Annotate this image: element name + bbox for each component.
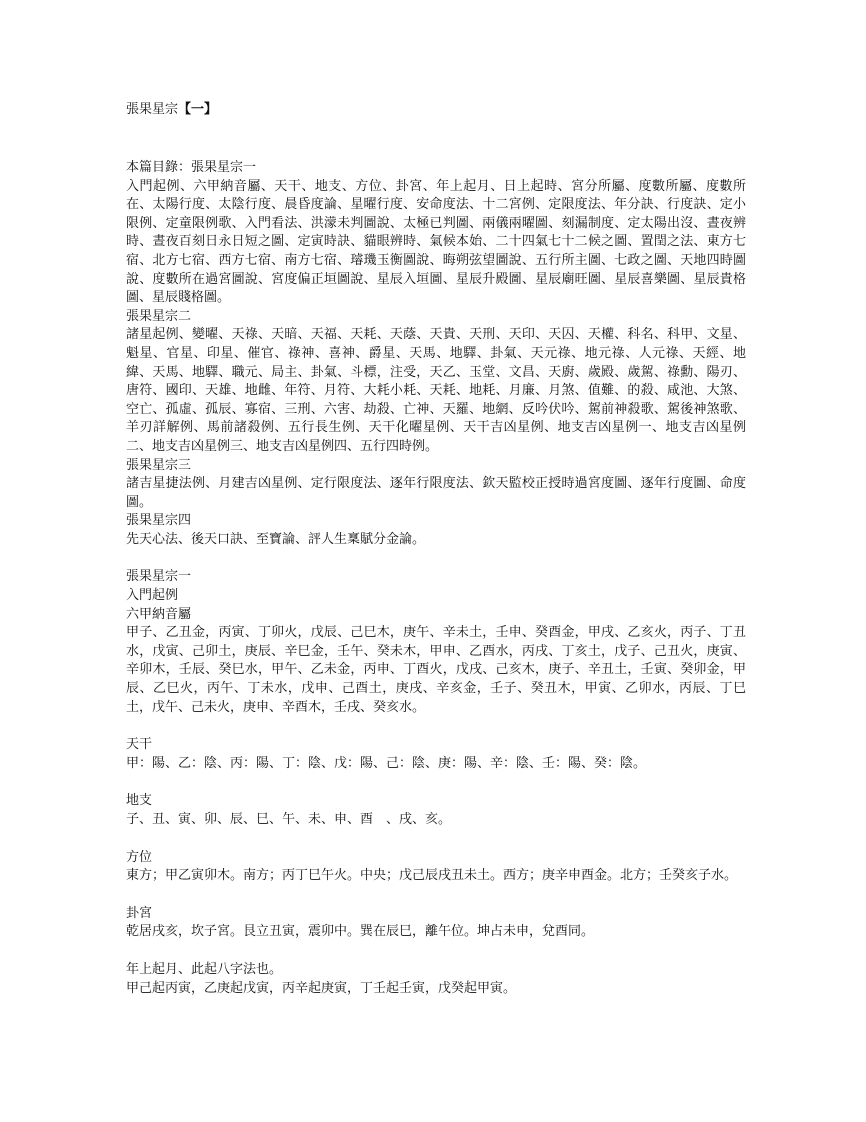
- document-page: [126, 100, 746, 998]
- spacer: [126, 773, 746, 792]
- dizhi-heading: 地支: [126, 793, 153, 809]
- guagong-section: [126, 905, 746, 942]
- fangwei-heading: 方位: [126, 849, 153, 865]
- toc-volume-3-list: 諸吉星捷法例、月建吉凶星例、定行限度法、逐年行限度法、欽天監校正授時過宮度圖、逐年行度圖、命度圖。: [126, 476, 746, 510]
- spacer: [126, 549, 746, 568]
- nianyue-heading: 年上起月、此起八字法也。: [126, 961, 283, 977]
- table-of-contents: [126, 159, 746, 549]
- tiangan-heading: 天干: [126, 737, 153, 753]
- spacer: [126, 120, 746, 159]
- title-text: 張果星宗: [126, 102, 179, 117]
- volume-1-body: [126, 568, 746, 717]
- spacer: [126, 886, 746, 905]
- dizhi-text: 子、丑、寅、卯、辰、巳、午、未、申、酉 、戌、亥。: [126, 812, 452, 827]
- document-title: [126, 100, 746, 120]
- title-volume-bracket: 【一】: [178, 102, 218, 117]
- fangwei-text: 東方；甲乙寅卯木。南方；丙丁巳午火。中央；戊己辰戌丑未土。西方；庚辛申酉金。北方；壬癸亥子水。: [126, 868, 738, 884]
- nayin-heading: 六甲納音屬: [126, 606, 192, 622]
- nianyue-section: [126, 961, 746, 998]
- toc-volume-4-heading: 張果星宗四: [126, 513, 192, 529]
- nianyue-text: 甲己起丙寅，乙庚起戊寅，丙辛起庚寅，丁壬起壬寅，戊癸起甲寅。: [126, 980, 517, 996]
- toc-volume-4-list: 先天心法、後天口訣、至寶論、評人生稟賦分金論。: [126, 531, 426, 547]
- fangwei-section: [126, 849, 746, 886]
- spacer: [126, 717, 746, 736]
- guagong-heading: 卦宮: [126, 905, 153, 921]
- tiangan-text: 甲：陽、乙：陰、丙：陽、丁：陰、戊：陽、己：陰、庚：陽、辛：陰、壬：陽、癸：陰。: [126, 755, 647, 771]
- toc-volume-1-list: 入門起例、六甲納音屬、天干、地支、方位、卦宮、年上起月、日上起時、宮分所屬、度數所屬、度數所在、太陽行度、太陰行度、晨昏度論、星曜行度、安命度法、十二宮例、定限度法、年分訣、行度訣、定小限例、定童限例歌、入門看法、洪濛未判圖說、太極已判圖、兩儀兩曜圖、刻漏制度、定太陽出沒、晝夜辨時、晝夜百刻日永日短之圖、定寅時訣、貓眼辨時、氣候本始、二十四氣七十二候之圖、置閏之法、東方七宿、北方七宿、西方七宿、南方七宿、璿璣玉衡圖說、晦朔弦望圖說、五行所主圖、七政之圖、天地四時圖說、度數所在過宮圖說、宮度偏正垣圖說、星辰入垣圖、星辰升殿圖、星辰廟旺圖、星辰喜樂圖、星辰貴格圖、星辰賤格圖。: [126, 178, 746, 306]
- toc-volume-3-heading: 張果星宗三: [126, 457, 192, 473]
- dizhi-section: [126, 792, 746, 829]
- toc-heading: 本篇目錄：張果星宗一: [126, 160, 257, 175]
- nayin-text: 甲子、乙丑金，丙寅、丁卯火，戊辰、己巳木，庚午、辛未土，壬申、癸酉金，甲戌、乙亥火，丙子、丁丑水，戊寅、己卯土，庚辰、辛巳金，壬午、癸未木，甲申、乙酉水，丙戌、丁亥土，戊子、己丑火，庚寅、辛卯木，壬辰、癸巳水，甲午、乙未金，丙申、丁酉火，戊戌、己亥木，庚子、辛丑土，壬寅、癸卯金，甲辰、乙巳火，丙午、丁未水，戊申、己酉土，庚戌、辛亥金，壬子、癸丑木，甲寅、乙卯水，丙辰、丁巳土，戊午、己未火，庚申、辛酉木，壬戌、癸亥水。: [126, 625, 746, 715]
- volume-heading: 張果星宗一: [126, 569, 192, 585]
- guagong-text: 乾居戌亥，坎子宮。艮立丑寅，震卯中。巽在辰巳，離午位。坤占未申，兌酉同。: [126, 924, 595, 940]
- spacer: [126, 830, 746, 849]
- toc-volume-2-heading: 張果星宗二: [126, 308, 192, 324]
- tiangan-section: [126, 736, 746, 773]
- toc-volume-2-list: 諸星起例、變曜、天祿、天暗、天福、天耗、天蔭、天貴、天刑、天印、天囚、天權、科名、科甲、文星、魁星、官星、印星、催官、祿神、喜神、爵星、天馬、地驛、卦氣、天元祿、地元祿、人元祿、天經、地緯、天馬、地驛、職元、局主、卦氣、斗標，注受，天乙、玉堂、文昌、天廚、歲殿、歲駕、祿勳、陽刃、唐符、國印、天雄、地雌、年符、月符、大耗小耗、天耗、地耗、月廉、月煞、值難、的殺、咸池、大煞、空亡、孤虛、孤辰、寡宿、三刑、六害、劫殺、亡神、天羅、地網、反吟伏吟、駕前神殺歌、駕後神煞歌、羊刃詳解例、馬前諸殺例、五行長生例、天干化曜星例、天干吉凶星例、地支吉凶星例一、地支吉凶星例二、地支吉凶星例三、地支吉凶星例四、五行四時例。: [126, 327, 746, 454]
- spacer: [126, 942, 746, 961]
- section-heading: 入門起例: [126, 588, 179, 604]
